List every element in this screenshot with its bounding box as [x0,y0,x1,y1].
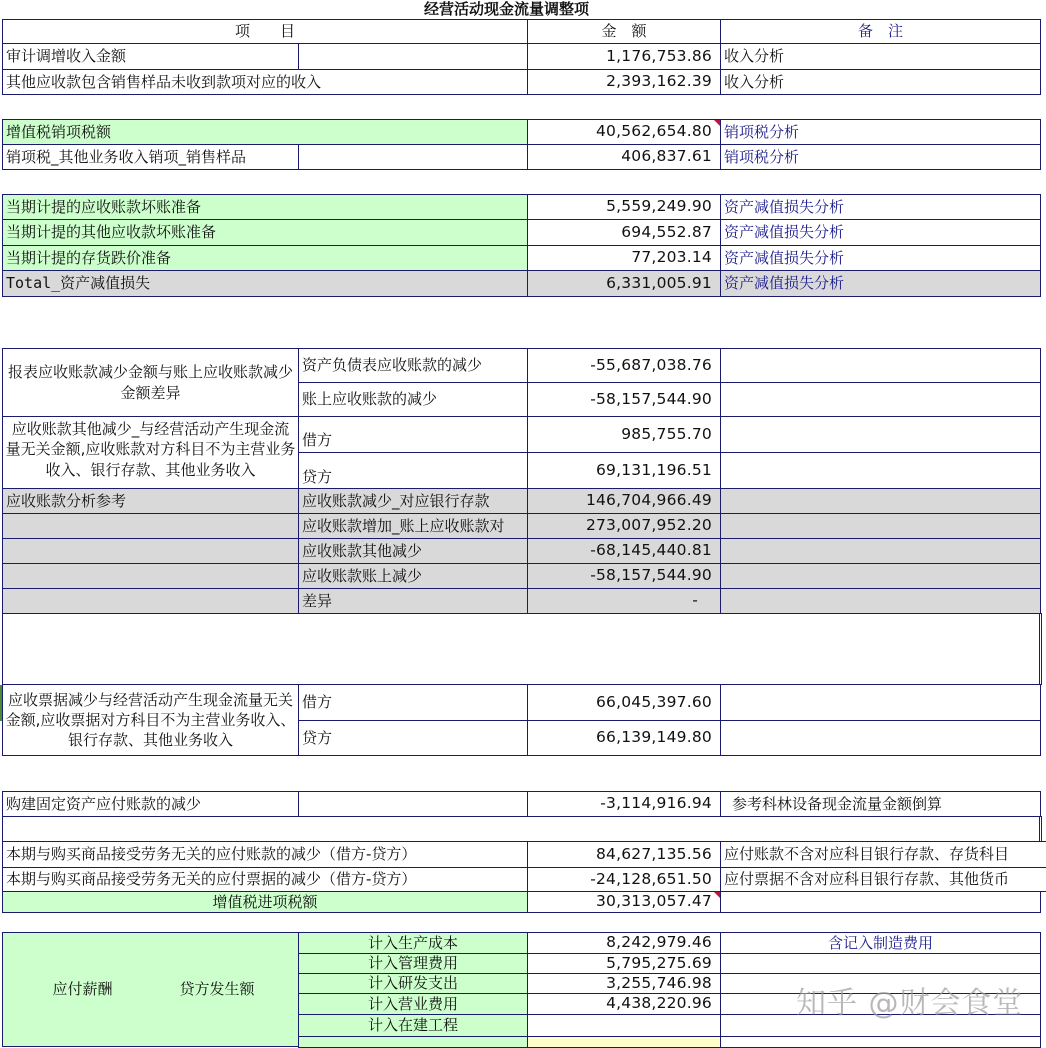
revenue-blank-0[interactable] [298,43,528,70]
ar-other-label[interactable]: 应收账款其他减少_与经营活动产生现金流量无关金额,应收账款对方科目不为主营业务收入、银行存款、其他业务收入 [2,416,299,489]
notes-receivable-note-0[interactable] [720,684,1041,721]
ar-ref-amount-1[interactable]: 273,007,952.20 [527,513,721,539]
ar-ref-amount-0[interactable]: 146,704,966.49 [527,488,721,514]
impairment-label-2[interactable]: 当期计提的存货跌价准备 [2,245,528,271]
revenue-label-1[interactable]: 其他应收款包含销售样品未收到款项对应的收入 [2,69,528,95]
payroll-amount-2[interactable]: 3,255,746.98 [527,973,721,994]
impairment-label-1[interactable]: 当期计提的其他应收款坏账准备 [2,219,528,246]
ar-ref-sub-3[interactable]: 应收账款账上减少 [298,563,528,589]
ar-ref-sub-1[interactable]: 应收账款增加_账上应收账款对 [298,513,528,539]
revenue-amount-1[interactable]: 2,393,162.39 [527,69,721,95]
ar-other-note-0[interactable] [720,416,1041,453]
ar-diff-note-1[interactable] [720,382,1041,417]
title-text: 经营活动现金流量调整项 [424,0,590,18]
payables-label-0[interactable]: 本期与购买商品接受劳务无关的应付账款的减少（借方-贷方） [2,841,528,868]
input-vat-note[interactable] [720,891,1041,913]
ar-ref-note-2[interactable] [720,538,1041,564]
ar-ref-blank-2[interactable] [2,538,299,564]
ar-ref-blank-4[interactable] [2,588,299,614]
ar-ref-amount-4[interactable]: - [527,588,721,614]
fixed-asset-amount[interactable]: -3,114,916.94 [527,791,721,817]
impairment-amount-1[interactable]: 694,552.87 [527,219,721,246]
ar-other-sub-1[interactable]: 贷方 [298,452,528,489]
fixed-asset-note[interactable]: 参考科林设备现金流量金额倒算 [720,791,1041,817]
revenue-note-1[interactable]: 收入分析 [720,69,1041,95]
header-item[interactable]: 项 目 [2,19,528,44]
notes-receivable-label[interactable]: 应收票据减少与经营活动产生现金流量无关金额,应收票据对方科目不为主营业务收入、银行存款、其他业务收入 [2,684,299,756]
ar-other-note-1[interactable] [720,452,1041,489]
tax-amount-0[interactable]: 40,562,654.80 [527,119,721,145]
ar-ref-note-3[interactable] [720,563,1041,589]
payroll-sub-4[interactable]: 计入在建工程 [298,1014,528,1037]
ar-ref-amount-2[interactable]: -68,145,440.81 [527,538,721,564]
impairment-label-0[interactable]: 当期计提的应收账款坏账准备 [2,194,528,220]
ar-diff-note-0[interactable] [720,348,1041,383]
payroll-note-next[interactable] [720,1036,1041,1048]
fixed-asset-label[interactable]: 购建固定资产应付账款的减少 [2,791,299,817]
ar-ref-note-0[interactable] [720,488,1041,514]
ar-other-sub-0[interactable]: 借方 [298,416,528,453]
impairment-note-2[interactable]: 资产减值损失分析 [720,245,1041,271]
notes-receivable-amount-1[interactable]: 66,139,149.80 [527,720,721,756]
ar-ref-note-1[interactable] [720,513,1041,539]
input-vat-amount[interactable]: 30,313,057.47 [527,891,721,913]
header-amount[interactable]: 金 额 [527,19,721,44]
ar-diff-amount-1[interactable]: -58,157,544.90 [527,382,721,417]
impairment-note-0[interactable]: 资产减值损失分析 [720,194,1041,220]
payroll-sub-next[interactable] [298,1036,528,1048]
impairment-amount-2[interactable]: 77,203.14 [527,245,721,271]
revenue-note-0[interactable]: 收入分析 [720,43,1041,70]
payroll-note-4[interactable] [720,1014,1041,1037]
revenue-label-0[interactable]: 审计调增收入金额 [2,43,299,70]
ar-ref-label[interactable]: 应收账款分析参考 [2,488,299,514]
payroll-label: 应付薪酬 [52,980,113,998]
ar-diff-sub-0[interactable]: 资产负债表应收账款的减少 [298,348,528,383]
payroll-label-block[interactable] [2,932,299,1047]
revenue-amount-0[interactable]: 1,176,753.86 [527,43,721,70]
notes-receivable-sub-0[interactable]: 借方 [298,684,528,721]
ar-diff-amount-0[interactable]: -55,687,038.76 [527,348,721,383]
payroll-sub-0[interactable]: 计入生产成本 [298,932,528,954]
payroll-amount-1[interactable]: 5,795,275.69 [527,953,721,974]
fixed-asset-blank[interactable] [298,791,528,817]
notes-receivable-sub-1[interactable]: 贷方 [298,720,528,756]
notes-receivable-amount-0[interactable]: 66,045,397.60 [527,684,721,721]
payroll-amount-0[interactable]: 8,242,979.46 [527,932,721,954]
payroll-note-3[interactable] [720,993,1041,1015]
empty-row[interactable] [2,816,1042,842]
payroll-sub-1[interactable]: 计入管理费用 [298,953,528,974]
input-vat-label[interactable]: 增值税进项税额 [2,891,528,913]
payables-label-1[interactable]: 本期与购买商品接受劳务无关的应付票据的减少（借方-贷方） [2,867,528,892]
ar-other-amount-1[interactable]: 69,131,196.51 [527,452,721,489]
impairment-amount-0[interactable]: 5,559,249.90 [527,194,721,220]
payroll-note-1[interactable] [720,953,1041,974]
ar-ref-blank-1[interactable] [2,513,299,539]
payroll-sub-3[interactable]: 计入营业费用 [298,993,528,1015]
sheet-title [0,0,1046,19]
payroll-amount-next[interactable] [527,1036,721,1048]
empty-merged-block[interactable] [2,613,1042,685]
impairment-total-label[interactable]: Total_资产减值损失 [2,270,528,297]
notes-receivable-note-1[interactable] [720,720,1041,756]
header-note[interactable]: 备 注 [720,19,1041,44]
impairment-note-1[interactable]: 资产减值损失分析 [720,219,1041,246]
ar-other-amount-0[interactable]: 985,755.70 [527,416,721,453]
ar-ref-sub-2[interactable]: 应收账款其他减少 [298,538,528,564]
ar-diff-label[interactable]: 报表应收账款减少金额与账上应收账款减少金额差异 [2,348,299,417]
tax-blank-1[interactable] [298,144,528,170]
payroll-sub-2[interactable]: 计入研发支出 [298,973,528,994]
payables-amount-0[interactable]: 84,627,135.56 [527,841,721,868]
payroll-note-2[interactable] [720,973,1041,994]
impairment-total-note[interactable]: 资产减值损失分析 [720,270,1041,297]
payables-note-0[interactable]: 应付账款不含对应科目银行存款、存货科目 [720,841,1046,868]
ar-ref-sub-0[interactable]: 应收账款减少_对应银行存款 [298,488,528,514]
tax-amount-1[interactable]: 406,837.61 [527,144,721,170]
watermark: 知乎 @财会食堂 [796,986,1024,1021]
payroll-amount-4[interactable] [527,1014,721,1037]
ar-diff-sub-1[interactable]: 账上应收账款的减少 [298,382,528,417]
tax-note-1[interactable]: 销项税分析 [720,144,1041,170]
payables-amount-1[interactable]: -24,128,651.50 [527,867,721,892]
tax-note-0[interactable]: 销项税分析 [720,119,1041,145]
payables-note-1[interactable]: 应付票据不含对应科目银行存款、其他货币 [720,867,1046,892]
ar-ref-note-4[interactable] [720,588,1041,614]
payroll-amount-3[interactable]: 4,438,220.96 [527,993,721,1015]
payroll-note-0[interactable]: 含记入制造费用 [720,932,1041,954]
tax-label-1[interactable]: 销项税_其他业务收入销项_销售样品 [2,144,299,170]
ar-ref-sub-4[interactable]: 差异 [298,588,528,614]
impairment-total-amount[interactable]: 6,331,005.91 [527,270,721,297]
ar-ref-amount-3[interactable]: -58,157,544.90 [527,563,721,589]
ar-ref-blank-3[interactable] [2,563,299,589]
tax-label-0[interactable]: 增值税销项税额 [2,119,528,145]
payroll-sub-label: 贷方发生额 [179,980,255,998]
